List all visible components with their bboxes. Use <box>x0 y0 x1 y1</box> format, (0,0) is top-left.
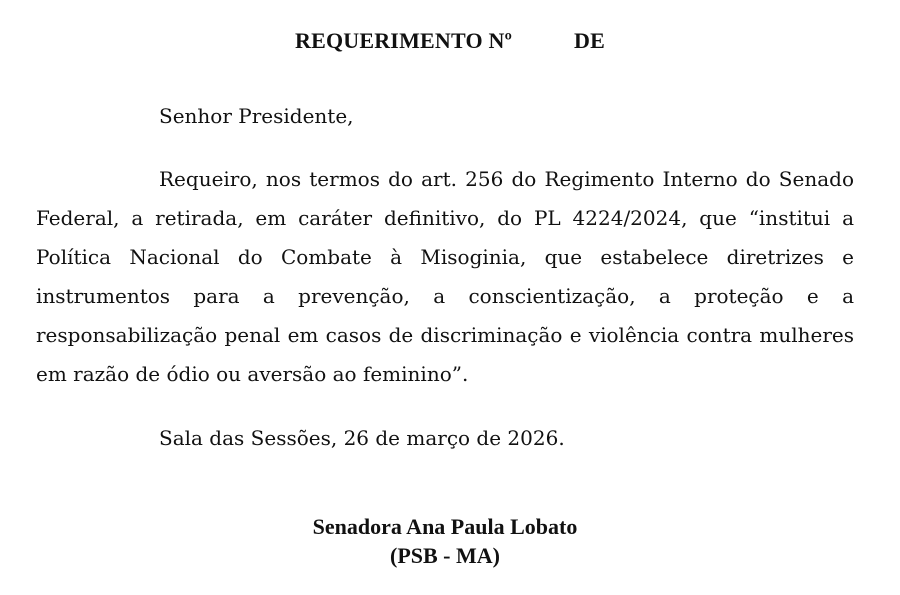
closing-date-line: Sala das Sessões, 26 de março de 2026. <box>159 426 565 450</box>
signature-block <box>0 512 890 570</box>
title-prefix: REQUERIMENTO Nº <box>294 28 513 53</box>
signature-party: (PSB - MA) <box>390 543 500 568</box>
title-suffix: DE <box>574 28 606 53</box>
document-title <box>0 28 900 54</box>
greeting: Senhor Presidente, <box>159 104 354 128</box>
body-paragraph: Requeiro, nos termos do art. 256 do Regimento Interno do Senado Federal, a retirada, em caráter definitivo, do PL 4224/2024, que “institui a Política Nacional do Combate à Misoginia, que estabelece diretrizes e instrumentos para a prevenção, a conscientização, a proteção e a responsabilização penal em casos de discriminação e violência contra mulheres em razão de ódio ou aversão ao feminino”. <box>36 167 854 386</box>
signature-name: Senadora Ana Paula Lobato <box>312 514 578 539</box>
